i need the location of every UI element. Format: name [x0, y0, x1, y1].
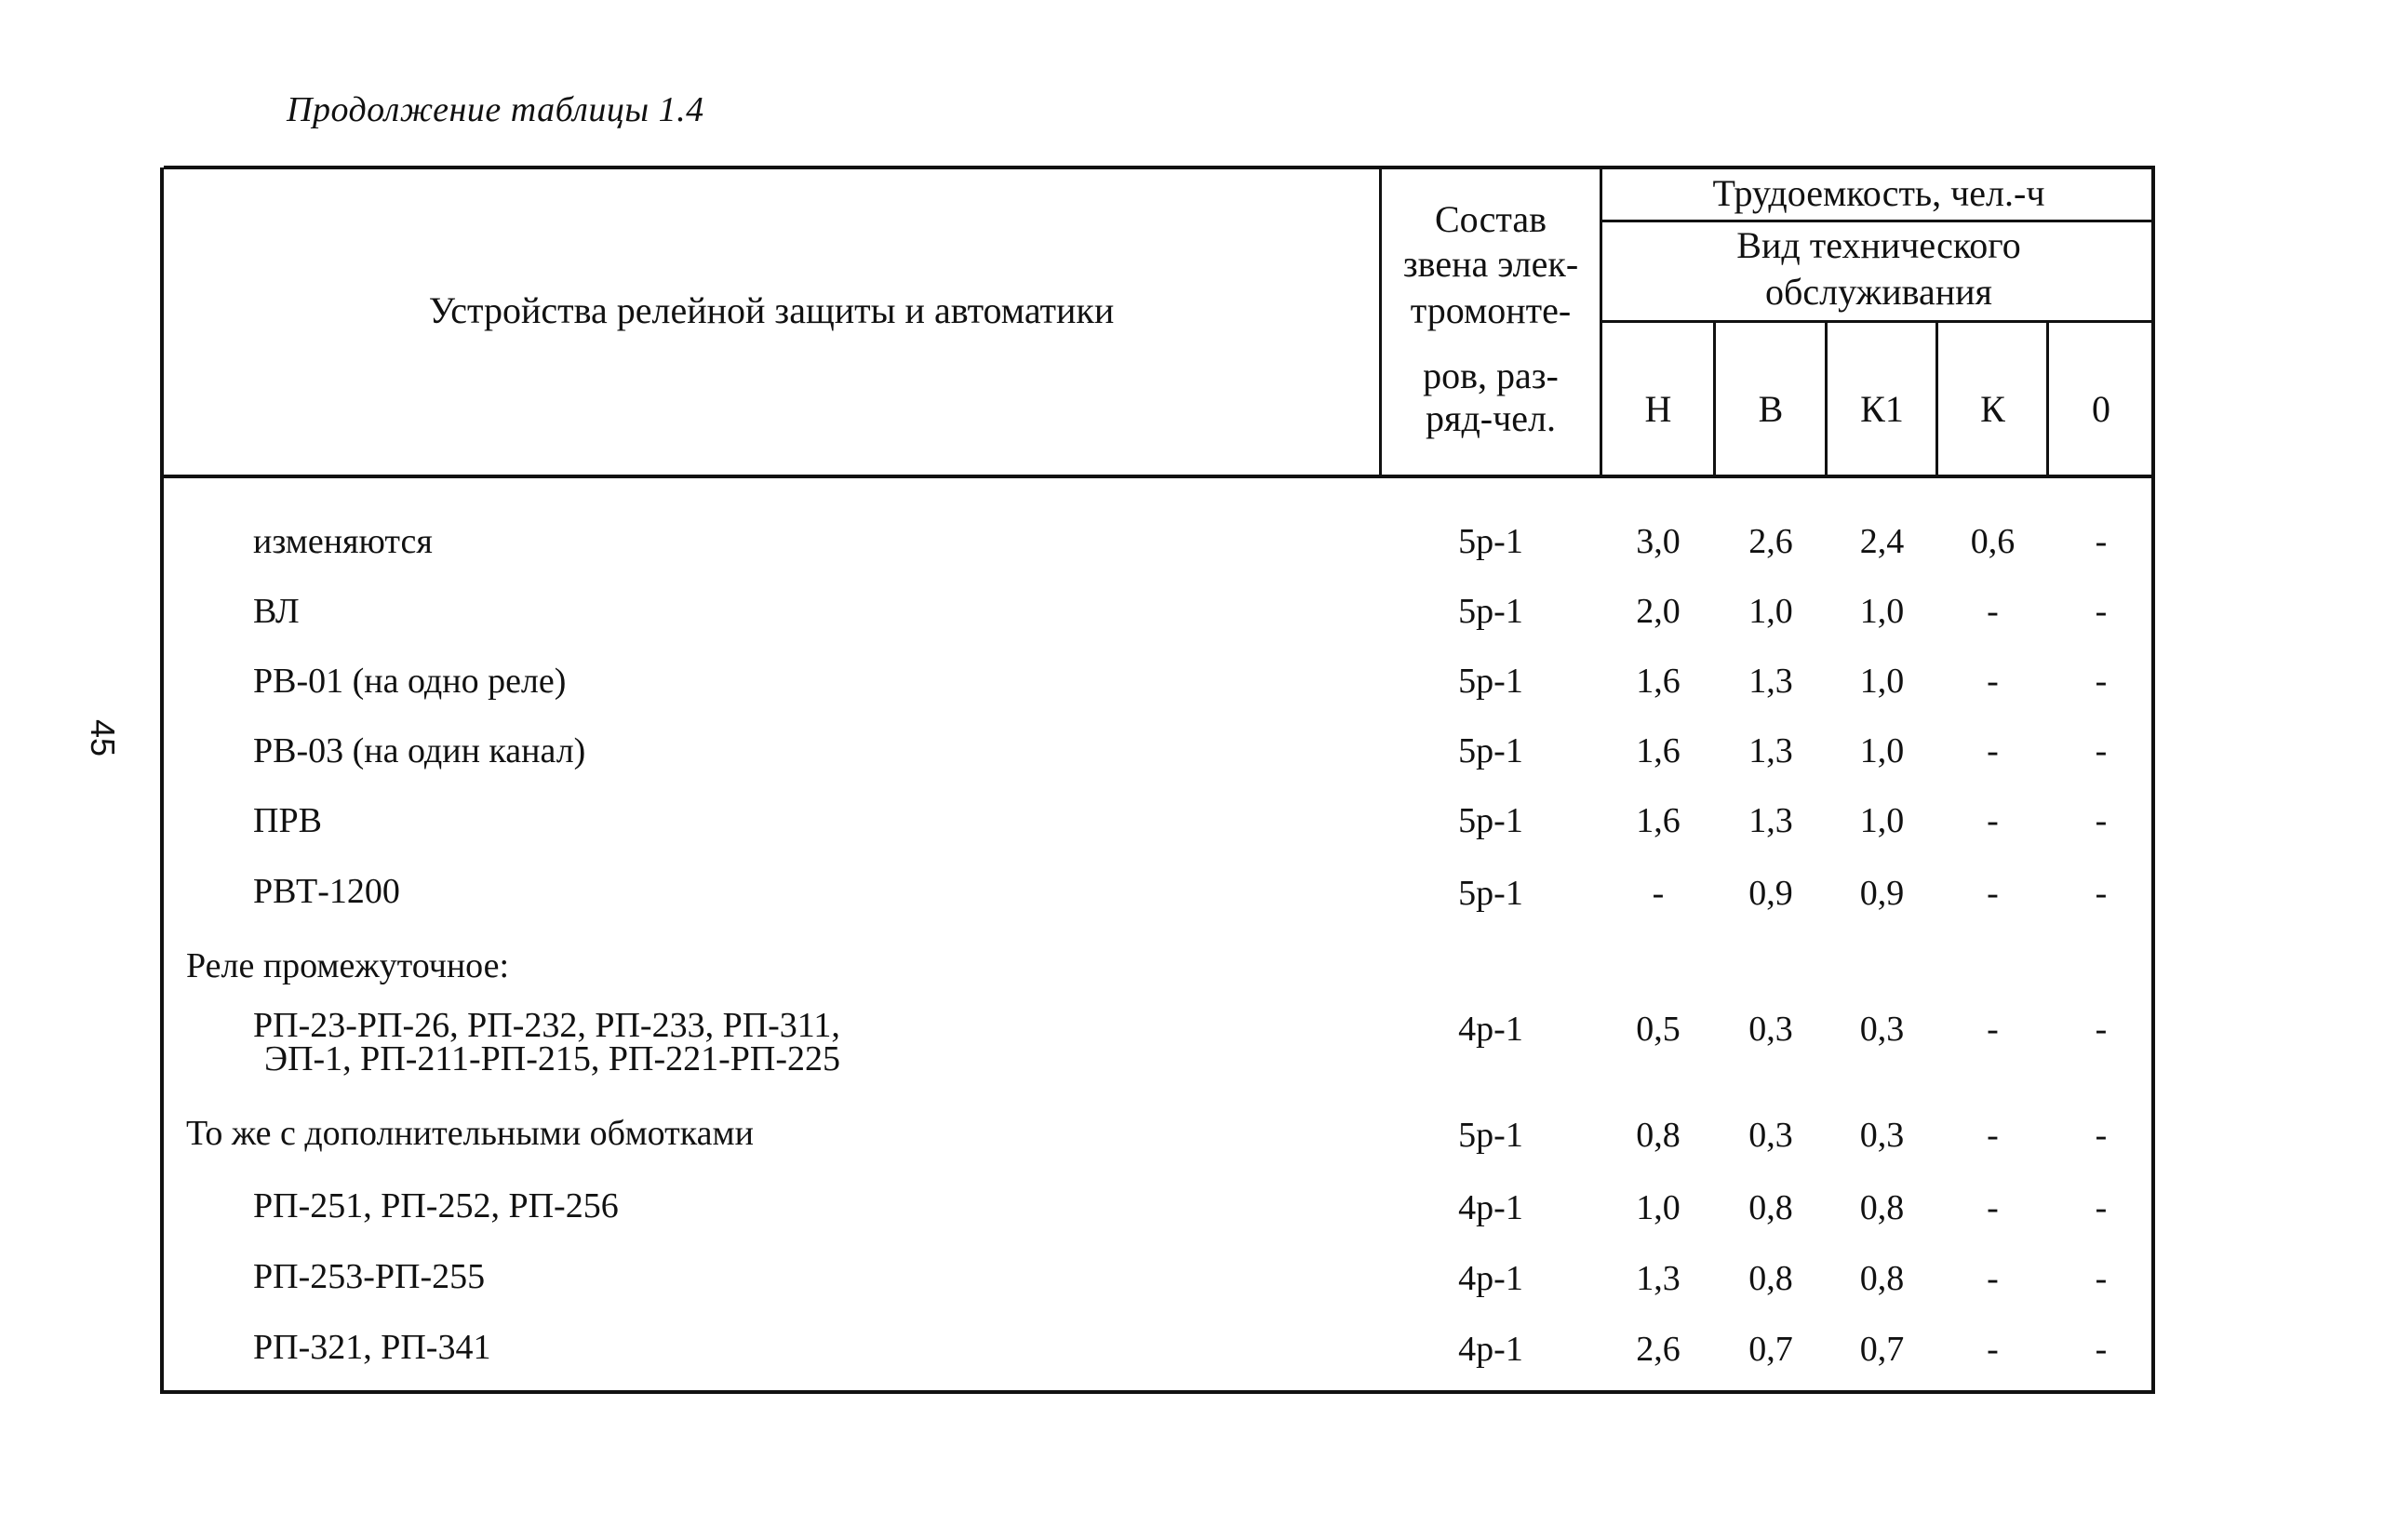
cell-n: 2,0 [1636, 592, 1681, 631]
row-crew: 5р-1 [1458, 592, 1523, 631]
row-crew: 5р-1 [1458, 801, 1523, 840]
table-border-left [160, 167, 164, 1394]
cell-k1: 0,8 [1859, 1259, 1905, 1298]
col-header-v: В [1758, 388, 1784, 430]
cell-k1: 1,0 [1859, 662, 1905, 701]
cell-k: - [1987, 1330, 1999, 1369]
cell-n: 1,6 [1636, 731, 1681, 770]
cell-k: - [1987, 1010, 1999, 1049]
table-border-top [164, 166, 2155, 169]
cell-k: - [1987, 1188, 1999, 1227]
cell-0: - [2095, 1188, 2108, 1227]
cell-0: - [2095, 592, 2108, 631]
row-crew: 5р-1 [1458, 662, 1523, 701]
header-devices: Устройства релейной защиты и автоматики [428, 289, 1115, 331]
cell-n: 1,0 [1636, 1188, 1681, 1227]
row-label: РВ-03 (на один канал) [253, 731, 586, 770]
col-header-n: Н [1644, 388, 1672, 430]
row-label: РВТ-1200 [253, 872, 400, 911]
header-crew-line: Состав [1434, 198, 1547, 240]
header-crew-line: ряд-чел. [1426, 397, 1556, 439]
header-crew-line: звена элек- [1402, 243, 1579, 285]
cell-0: - [2095, 731, 2108, 770]
row-label: РВ-01 (на одно реле) [253, 662, 567, 701]
cell-v: 0,7 [1748, 1330, 1793, 1369]
cell-k1: 1,0 [1859, 592, 1905, 631]
page-number: 45 [84, 718, 122, 757]
cell-k: 0,6 [1970, 522, 2016, 561]
table-caption: Продолжение таблицы 1.4 [287, 90, 704, 129]
header-labor: Трудоемкость, чел.-ч [1712, 172, 2045, 214]
cell-v: 0,9 [1748, 874, 1793, 913]
cell-k1: 1,0 [1859, 801, 1905, 840]
cell-k1: 0,3 [1859, 1116, 1905, 1155]
cell-k: - [1987, 592, 1999, 631]
row-label-line: РП-23-РП-26, РП-232, РП-233, РП-311, [253, 1006, 840, 1045]
cell-k: - [1987, 731, 1999, 770]
row-label: ВЛ [253, 592, 300, 631]
cell-0: - [2095, 522, 2108, 561]
cell-n: 3,0 [1636, 522, 1681, 561]
row-label: РП-321, РП-341 [253, 1328, 491, 1367]
row-label-line: ЭП-1, РП-211-РП-215, РП-221-РП-225 [264, 1039, 841, 1078]
cell-v: 0,8 [1748, 1259, 1793, 1298]
cell-n: 1,3 [1636, 1259, 1681, 1298]
cell-0: - [2095, 1259, 2108, 1298]
row-crew: 5р-1 [1458, 874, 1523, 913]
cell-k: - [1987, 662, 1999, 701]
cell-0: - [2095, 801, 2108, 840]
cell-v: 1,3 [1748, 801, 1793, 840]
cell-0: - [2095, 1116, 2108, 1155]
cell-0: - [2095, 662, 2108, 701]
cell-v: 0,3 [1748, 1116, 1793, 1155]
cell-n: 0,8 [1636, 1116, 1681, 1155]
cell-k1: 0,7 [1859, 1330, 1905, 1369]
row-crew: 4р-1 [1458, 1010, 1523, 1049]
cell-n: 0,5 [1636, 1010, 1681, 1049]
cell-k1: 0,8 [1859, 1188, 1905, 1227]
row-crew: 5р-1 [1458, 731, 1523, 770]
cell-v: 2,6 [1748, 522, 1793, 561]
cell-k: - [1987, 874, 1999, 913]
cell-n: 1,6 [1636, 801, 1681, 840]
cell-k1: 0,9 [1859, 874, 1905, 913]
header-crew-line: тромонте- [1410, 289, 1572, 331]
table-border-bottom [160, 1390, 2155, 1394]
header-divider [160, 475, 2155, 478]
row-crew: 5р-1 [1458, 522, 1523, 561]
row-label: РП-253-РП-255 [253, 1257, 486, 1296]
col-header-0: 0 [2092, 388, 2110, 430]
cell-v: 1,3 [1748, 662, 1793, 701]
cell-n: - [1652, 874, 1665, 913]
cell-k1: 1,0 [1859, 731, 1905, 770]
cell-v: 0,3 [1748, 1010, 1793, 1049]
header-service-type: обслуживания [1765, 271, 1992, 313]
cell-v: 1,0 [1748, 592, 1793, 631]
cell-v: 0,8 [1748, 1188, 1793, 1227]
row-crew: 5р-1 [1458, 1116, 1523, 1155]
header-crew-line: ров, раз- [1423, 355, 1559, 396]
row-label: Реле промежуточное: [186, 946, 510, 985]
cell-n: 2,6 [1636, 1330, 1681, 1369]
cell-0: - [2095, 874, 2108, 913]
row-crew: 4р-1 [1458, 1188, 1523, 1227]
cell-k: - [1987, 801, 1999, 840]
cell-k: - [1987, 1259, 1999, 1298]
row-crew: 4р-1 [1458, 1259, 1523, 1298]
cell-k1: 2,4 [1859, 522, 1905, 561]
col-header-k: К [1980, 388, 2005, 430]
row-label: РП-251, РП-252, РП-256 [253, 1186, 619, 1225]
col-header-k1: К1 [1860, 388, 1904, 430]
cell-v: 1,3 [1748, 731, 1793, 770]
cell-n: 1,6 [1636, 662, 1681, 701]
row-label: изменяются [253, 522, 433, 561]
labor-row-divider [1600, 220, 2153, 222]
row-crew: 4р-1 [1458, 1330, 1523, 1369]
cell-0: - [2095, 1330, 2108, 1369]
cell-k1: 0,3 [1859, 1010, 1905, 1049]
row-label: ПРВ [253, 801, 322, 840]
cell-0: - [2095, 1010, 2108, 1049]
row-label: То же с дополнительными обмотками [186, 1114, 754, 1153]
service-row-divider [1600, 320, 2153, 323]
header-service-type: Вид технического [1736, 224, 2021, 266]
cell-k: - [1987, 1116, 1999, 1155]
